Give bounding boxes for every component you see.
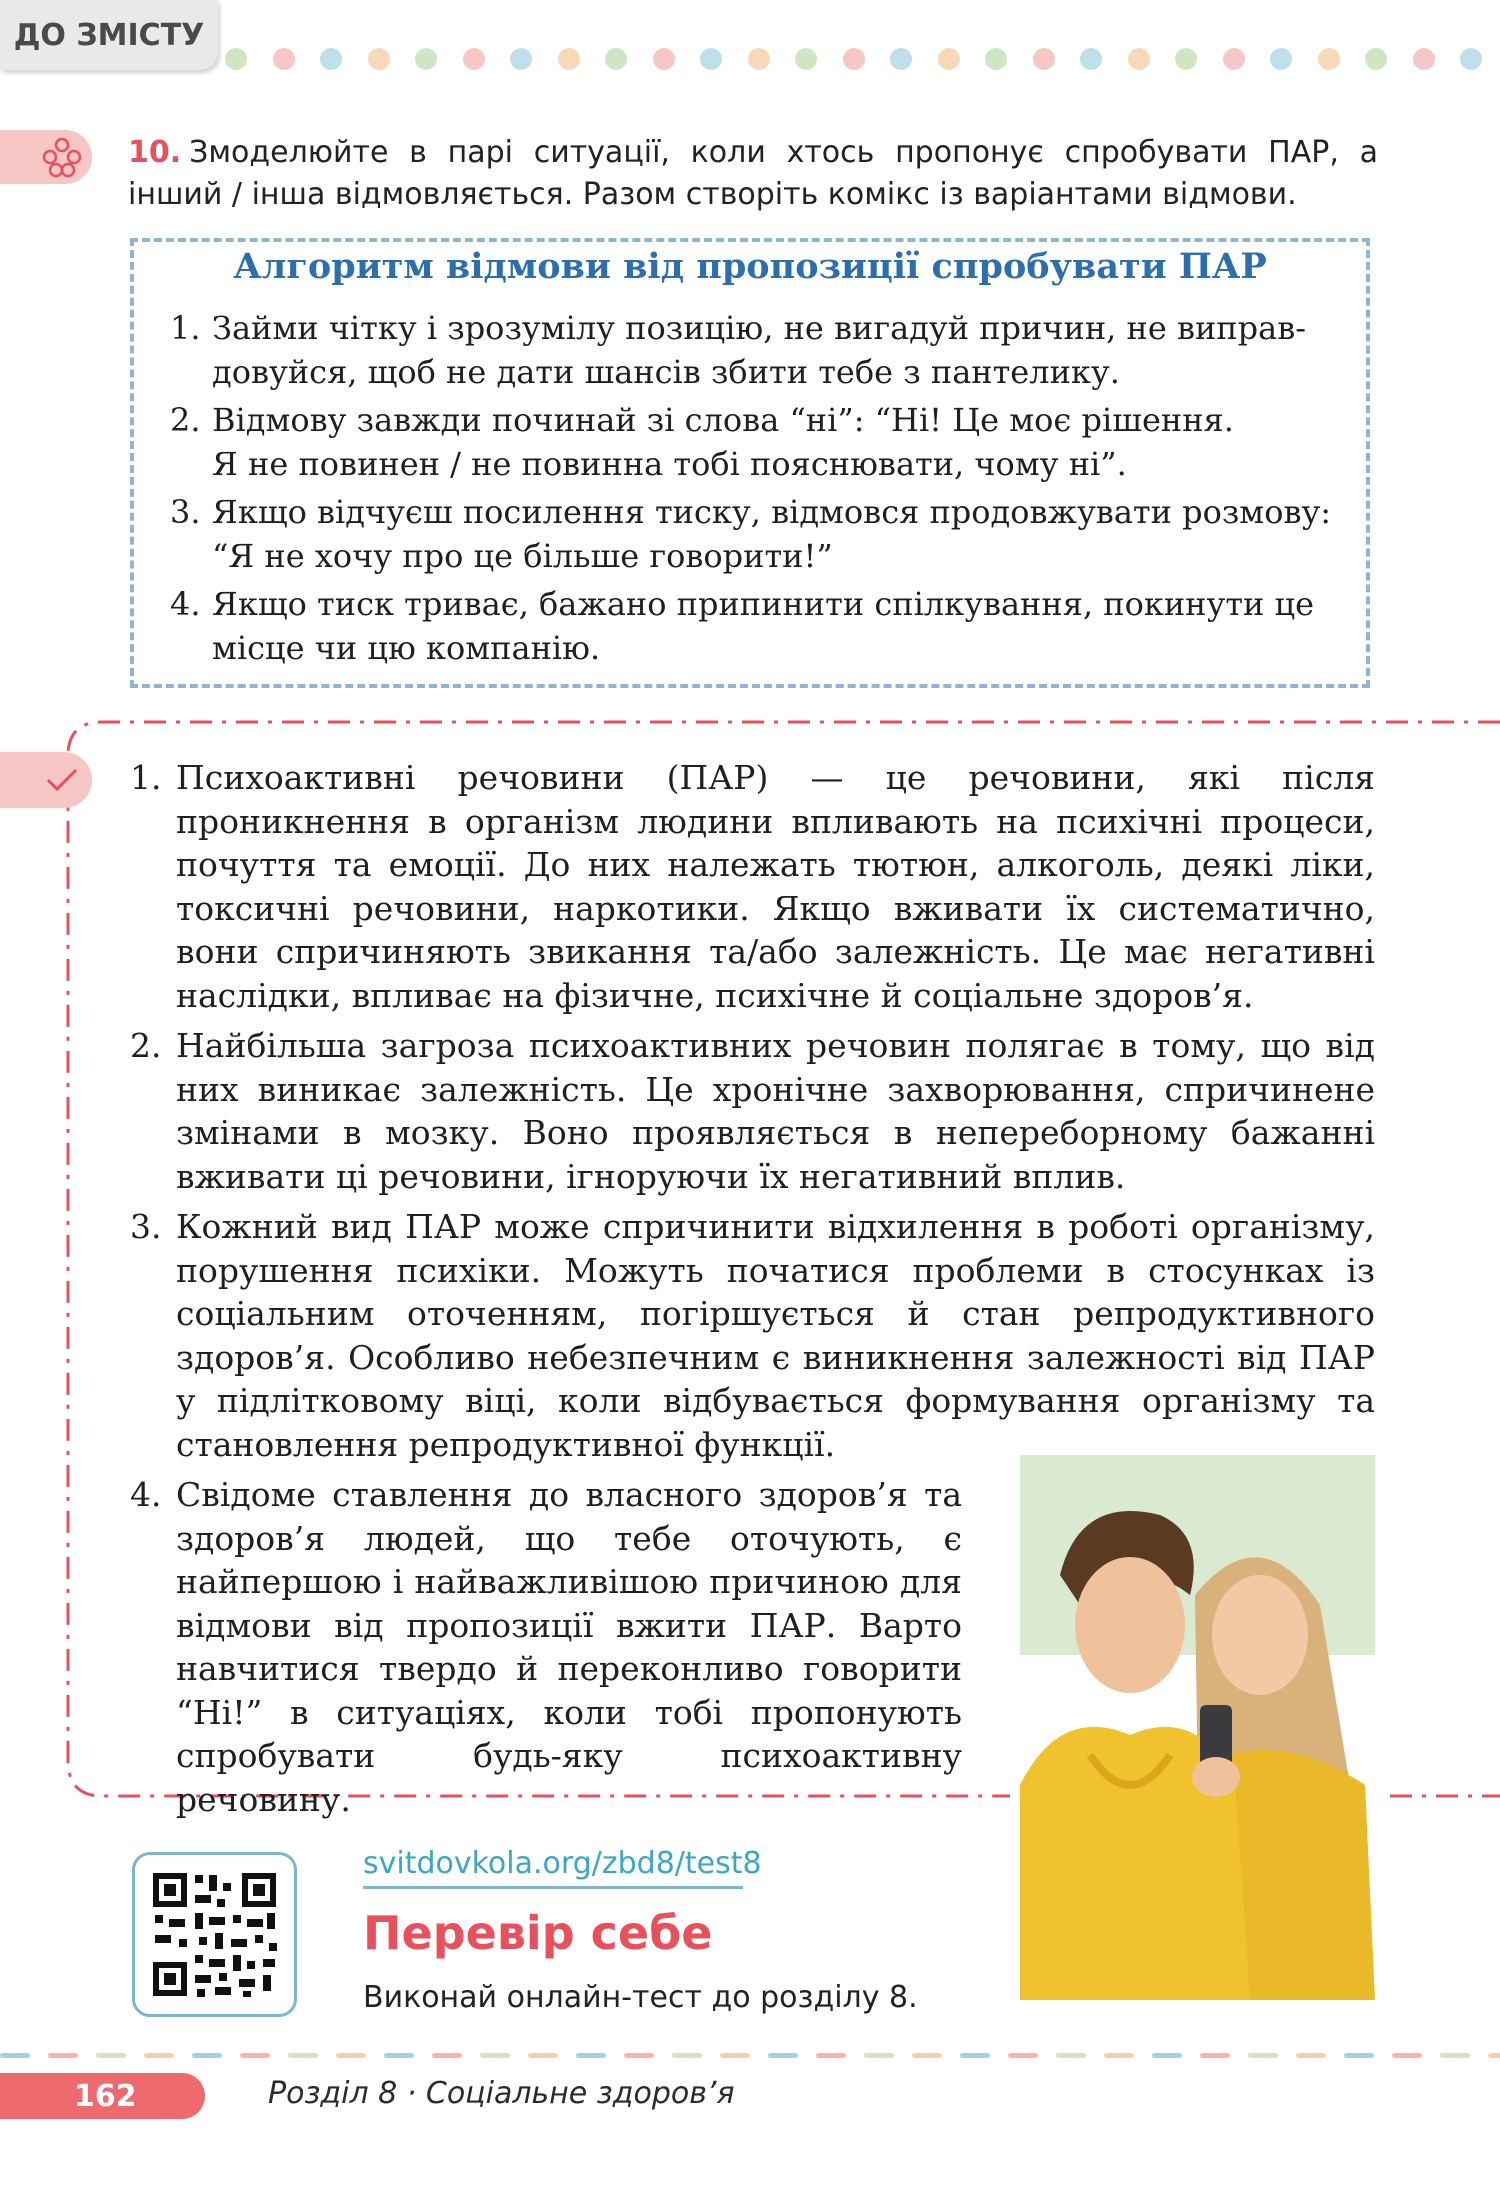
algorithm-title: Алгоритм відмови від пропозиції спробувати ПАР [233,246,1267,287]
item-number: 4. [170,585,201,623]
footer-dash-segment [48,2053,78,2058]
footer-dash-segment [192,2053,222,2058]
footer-dash-segment [528,2053,558,2058]
item-line: “Я не хочу про це більше говорити!” [212,537,833,575]
self-check-title: Перевір себе [363,1906,713,1960]
task-text: Змоделюйте в парі ситуації, коли хтось пропонує спробувати ПАР, а інший / інша відмовляється. Разом створіть комікс із варіантами відмови. [128,135,1378,212]
footer-dash-segment [768,2053,798,2058]
footer-dash-segment [336,2053,366,2058]
item-number: 2. [170,401,201,439]
item-line: довуйся, щоб не дати шансів збити тебе з пантелику. [212,353,1120,391]
footer-dash-segment [816,2053,846,2058]
item-line: місце чи цю компанію. [212,629,601,667]
footer-dash-segment [1152,2053,1182,2058]
qr-code-icon [135,1855,294,2014]
check-icon [0,752,92,808]
item-number: 1. [170,309,201,347]
self-check-subtitle: Виконай онлайн-тест до розділу 8. [363,1980,918,2015]
footer-dash-segment [672,2053,702,2058]
item-text: Психоактивні речовини (ПАР) — це речовини, які після проникнення в організм людини впливають на психічні процеси, почуття та емоції. До них належать тютюн, алкоголь, деякі ліки, токсичні речовини, наркотики. Якщо вживати їх систематично, вони спричиняють звикання та/або залежність. Це має негативні наслідки, впливає на фізичне, психічне й соціальне здоров’я. [176,758,1375,1015]
footer-dash-segment [480,2053,510,2058]
footer-dash-segment [144,2053,174,2058]
summary-item [130,1024,1375,1198]
back-to-contents-button[interactable]: ДО ЗМІСТУ [0,0,218,70]
item-text: Найбільша загроза психоактивних речовин полягає в тому, що від них виникає залежність. Це хронічне захворювання, спричинене змінами в мозку. Воно проявляється в непереборному бажанні вживати ці речовини, ігноруючи їх негативний вплив. [176,1026,1375,1196]
footer-dash-segment [432,2053,462,2058]
footer-dash-segment [384,2053,414,2058]
task-number: 10. [128,135,182,170]
footer-dash-segment [624,2053,654,2058]
item-line: Я не повинен / не повинна тобі пояснювати, чому ні”. [212,445,1127,483]
summary-item [130,756,1375,1017]
test-link[interactable]: svitdovkola.org/zbd8/test8 [363,1846,762,1881]
footer-dash-segment [1440,2053,1470,2058]
item-line: Займи чітку і зрозумілу позицію, не вигадуй причин, не виправ- [212,309,1307,347]
footer-dash-segment [1296,2053,1326,2058]
teenagers-photo [1020,1455,1375,2000]
page-number-text: 162 [74,2078,137,2114]
item-number: 4. [130,1475,162,1514]
footer-divider [0,2053,1500,2059]
footer-dash-segment [240,2053,270,2058]
footer-dash-segment [960,2053,990,2058]
item-line: Якщо тиск триває, бажано припинити спілкування, покинути це [212,585,1315,623]
footer-dash-segment [288,2053,318,2058]
footer-dash-segment [576,2053,606,2058]
footer-dash-segment [1488,2053,1500,2058]
footer-dash-segment [1344,2053,1374,2058]
footer-dash-segment [720,2053,750,2058]
footer-dash-segment [1248,2053,1278,2058]
footer-dash-segment [1008,2053,1038,2058]
footer-dash-segment [96,2053,126,2058]
item-line: Відмову завжди починай зі слова “ні”: “Ні! Це моє рішення. [212,401,1234,439]
footer-dash-segment [1104,2053,1134,2058]
item-number: 3. [170,493,201,531]
footer-dash-segment [0,2053,30,2058]
footer-dash-segment [864,2053,894,2058]
summary-item [130,1205,1375,1466]
item-number: 2. [130,1026,162,1065]
item-number: 1. [130,758,162,797]
footer-dash-segment [1056,2053,1086,2058]
qr-code-frame[interactable] [132,1852,297,2017]
section-title: Розділ 8 · Соціальне здоров’я [268,2076,735,2111]
summary-item [130,1473,962,1821]
page-number [0,2073,205,2119]
item-number: 3. [130,1207,162,1246]
footer-dash-segment [1200,2053,1230,2058]
item-text: Свідоме ставлення до власного здоров’я та здоров’я людей, що тебе оточують, є найпершою і найважливішою причиною для відмови від пропозиції вжити ПАР. Варто навчитися твердо й переконливо говорити “Ні!” в ситуаціях, коли тобі пропонують спробувати будь-яку психоактивну речовину. [176,1475,962,1819]
footer-dash-segment [1392,2053,1422,2058]
link-underline [363,1886,743,1889]
item-line: Якщо відчуєш посилення тиску, відмовся продовжувати розмову: [212,493,1332,531]
footer-dash-segment [912,2053,942,2058]
item-text: Кожний вид ПАР може спричинити відхилення в роботі організму, порушення психіки. Можуть початися проблеми в стосунках із соціальним оточенням, погіршується й стан репродуктивного здоров’я. Особливо небезпечним є виникнення залежності від ПАР у підлітковому віці, коли відбувається формування організму та становлення репродуктивної функції. [176,1207,1375,1464]
